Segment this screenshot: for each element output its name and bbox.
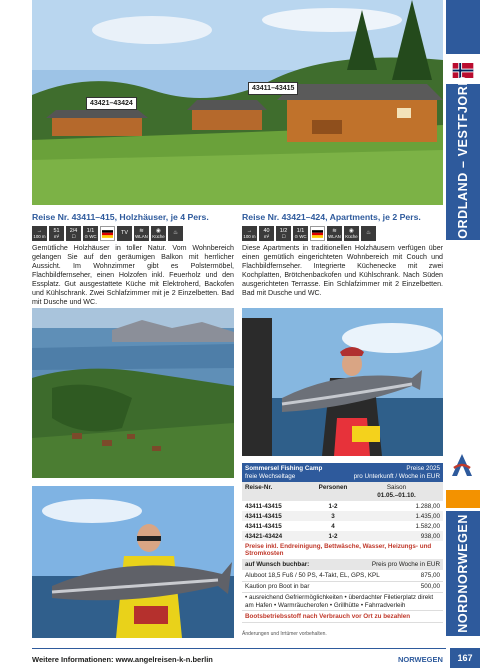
country-tab bbox=[446, 511, 480, 636]
photo-label-right: 43411–43415 bbox=[248, 82, 298, 95]
table-row bbox=[242, 521, 443, 531]
offer2-amenity-icon: ♨ bbox=[361, 226, 376, 241]
price-year: Preise 2025 bbox=[406, 465, 440, 472]
offer2-amenity-icon bbox=[310, 226, 325, 241]
included-note: Preise inkl. Endreinigung, Bettwäsche, Wasser, Heizungs- und Stromkosten bbox=[245, 542, 432, 557]
region-label: NORDLAND – VESTFJORD bbox=[456, 75, 470, 249]
options-title: auf Wunsch buchbar: bbox=[245, 561, 310, 568]
footer-rule bbox=[32, 648, 446, 649]
photo-label-left: 43421–43424 bbox=[86, 97, 137, 110]
row-persons: 1-2 bbox=[328, 532, 338, 540]
fuel-note: Bootsbetriebsstoff nach Verbrauch vor Ort zu bezahlen bbox=[242, 610, 443, 623]
col-persons: Personen bbox=[318, 484, 348, 491]
offer2-amenity-icon: 40 m² bbox=[259, 226, 274, 241]
offer1-amenity-icon: ♨ bbox=[168, 226, 183, 241]
offer1-amenity-icon: TV bbox=[117, 226, 132, 241]
amenities-list: • ausreichend Gefriermöglichkeiten • überdachter Filetierplatz direkt am Hafen • Warmräucherofen • Grillhütte • Fahrradverleih bbox=[245, 594, 434, 609]
row-persons: 4 bbox=[331, 522, 335, 530]
brand-logo-icon bbox=[450, 452, 474, 478]
offer1-amenity-icon: → 100 m bbox=[32, 226, 47, 241]
row-price: 1.582,00 bbox=[415, 522, 440, 530]
country-label: NORDNORWEGEN bbox=[456, 514, 470, 633]
offer1-icons bbox=[32, 226, 183, 241]
region-tab-top bbox=[446, 0, 480, 54]
offer1-amenity-icon: 2/4 ☐ bbox=[66, 226, 81, 241]
row-price: 938,00 bbox=[420, 532, 440, 540]
price-table-header bbox=[242, 463, 443, 482]
option-label: Kaution pro Boot in bar bbox=[245, 583, 310, 590]
price-table-columns bbox=[242, 482, 443, 501]
offer2-icons bbox=[242, 226, 376, 241]
change-days: freie Wechseltage bbox=[245, 472, 296, 480]
region-tab-nordland bbox=[446, 75, 480, 249]
row-persons: 1-2 bbox=[328, 502, 338, 510]
col-trip: Reise-Nr. bbox=[245, 484, 273, 491]
row-price: 1.288,00 bbox=[415, 502, 440, 510]
offer2-amenity-icon: 1/2 ☐ bbox=[276, 226, 291, 241]
row-price: 1.435,00 bbox=[415, 512, 440, 520]
offer1-heading: Reise Nr. 43411–415, Holzhäuser, je 4 Pers. bbox=[32, 212, 209, 222]
table-row bbox=[242, 531, 443, 541]
col-season: Saison bbox=[386, 484, 407, 491]
page-number: 167 bbox=[450, 648, 480, 668]
footer-country: NORWEGEN bbox=[398, 655, 443, 664]
offer1-amenity-icon: ≋ WLAN bbox=[134, 226, 149, 241]
option-price: 500,00 bbox=[420, 583, 440, 590]
row-nr: 43411-43415 bbox=[245, 502, 282, 510]
option-row bbox=[242, 582, 443, 594]
aerial-photo bbox=[32, 308, 234, 478]
disclaimer: Änderungen und Irrtümer vorbehalten. bbox=[242, 631, 327, 637]
offer2-heading: Reise Nr. 43421–424, Apartments, je 2 Pers. bbox=[242, 212, 421, 222]
offer1-amenity-icon: ◉ Küche bbox=[151, 226, 166, 241]
row-nr: 43411-43415 bbox=[245, 512, 282, 520]
offer1-amenity-icon bbox=[100, 226, 115, 241]
fishing-photo-2 bbox=[32, 486, 234, 638]
row-persons: 3 bbox=[331, 512, 335, 520]
camp-name: Sommersel Fishing Camp bbox=[245, 465, 323, 472]
fishing-photo-1 bbox=[242, 308, 443, 456]
footer-website: Weitere Informationen: www.angelreisen-k-n.berlin bbox=[32, 655, 213, 664]
col-season-dates: 01.05.–01.10. bbox=[377, 491, 416, 499]
price-table bbox=[242, 463, 443, 623]
offer1-text: Gemütliche Holzhäuser in toller Natur. Vom Wohnbereich gelangen Sie auf den geräumigen Balkon mit herrlicher Aussicht. Im Wohnzimmer gibt es Polstermöbel, Flachbildfernseher, einen Holzofen inkl. Feuerholz und den Essplatz. Gut ausgestattete Küche mit Elektroherd, Backofen und Kühlschrank. Zwei Schlafzimmer mit je 2 Einzelbetten. Bad mit Dusche und WC. bbox=[32, 244, 234, 307]
options-price-title: Preis pro Woche in EUR bbox=[371, 561, 440, 568]
offer1-amenity-icon: 51 m² bbox=[49, 226, 64, 241]
offer2-amenity-icon: 1/1 ⊙ WC bbox=[293, 226, 308, 241]
offer1-amenity-icon: 1/1 ⊙ WC bbox=[83, 226, 98, 241]
row-nr: 43421-43424 bbox=[245, 532, 283, 540]
price-unit: pro Unterkunft / Woche in EUR bbox=[353, 472, 440, 480]
option-price: 875,00 bbox=[420, 571, 440, 579]
table-row bbox=[242, 501, 443, 511]
offer2-amenity-icon: → 100 m bbox=[242, 226, 257, 241]
table-row bbox=[242, 511, 443, 521]
options-header bbox=[242, 559, 443, 570]
row-nr: 43411-43415 bbox=[245, 522, 282, 530]
offer2-amenity-icon: ≋ WLAN bbox=[327, 226, 342, 241]
option-row bbox=[242, 570, 443, 582]
offer2-amenity-icon: ◉ Küche bbox=[344, 226, 359, 241]
offer2-text: Diese Apartments in traditionellen Holzhäusern verfügen über einen gemütlich eingerichteten Wohnbereich mit Couch und Flachbildfernseher. Integrierte Küchenecke mit zwei Kochplatten, Brötchenbackofen und Kühlschrank. Nach Süden ausgerichteten Terrasse. Ein Schlafzimmer mit 2 Einzelbetten. Bad mit Dusche und WC. bbox=[242, 244, 443, 298]
option-label: Aluboot 18,5 Fuß / 50 PS, 4-Takt, EL, GPS, KPL bbox=[245, 571, 380, 579]
orange-accent-bar bbox=[446, 490, 480, 508]
